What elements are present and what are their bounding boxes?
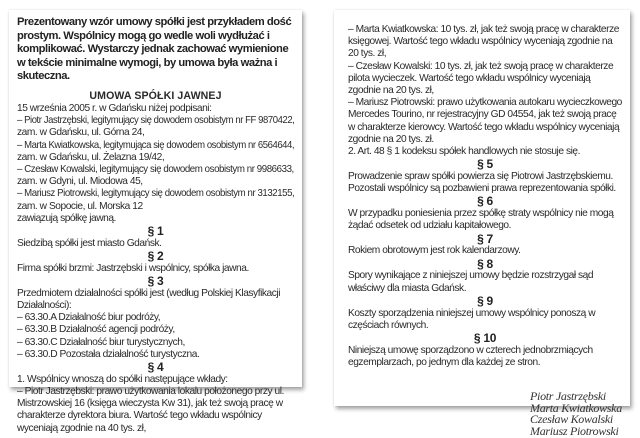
signature: Piotr Jastrzębski: [530, 389, 606, 404]
activity-item: – 63.30.D Pozostała działalność turystyczna.: [17, 348, 200, 360]
section-9-text: Koszty sporządzenia niniejszej umowy wspólnicy ponoszą w częściach równych.: [348, 307, 596, 331]
parties-list: [17, 115, 294, 213]
contribution-item: – Czesław Kowalski: 10 tys. zł, jak też swoją pracę w charakterze pilota wycieczek. Wartość tego wkładu wspólnicy wyceniają zgodnie na 20 tys. zł,: [348, 60, 614, 97]
party-line: – Piotr Jastrzębski, legitymujący się dowodem osobistym nr FF 9870422,: [17, 115, 295, 127]
signatures-block: [530, 391, 622, 437]
contribution-item: – Piotr Jastrzębski: prawo użytkowania lokalu położonego przy ul. Mistrzowskiej 16 (księga wieczysta Kw 31), jak też swoją pracę w charakterze dyrektora biura. Wartość tego wkładu wspólnicy wyceniają zgodnie na 40 tys. zł,: [17, 386, 284, 434]
section-7-heading: § 7: [477, 231, 493, 246]
section-6-text: W przypadku poniesienia przez spółkę straty wspólnicy nie mogą żądać odsetek od udziału kapitałowego.: [348, 208, 614, 232]
section-8-text: Spory wynikające z niniejszej umowy będzie rozstrzygał sąd właściwy dla miasta Gdańsk.: [348, 270, 594, 294]
section-4-intro: 1. Wspólnicy wnoszą do spółki następujące wkłady:: [17, 373, 228, 385]
party-line: – Marta Kwiatkowska, legitymująca się dowodem osobistym nr 6564644,: [17, 139, 295, 151]
activity-item: – 63.30.A Działalność biur podróży,: [17, 312, 161, 324]
section-10-heading: § 10: [473, 331, 497, 346]
activity-list: [17, 312, 294, 361]
contribution-item: – Mariusz Piotrowski: prawo użytkowania autokaru wycieczkowego Mercedes Tourino, nr rejestracyjny GD 04554, jak też swoją pracę w charakterze kierowcy. Wartość tego wkładu wspólnicy wyceniają zgodnie na 20 tys. zł.: [348, 97, 622, 145]
party-address: zam. w Gdyni, ul. Miodowa 45,: [17, 176, 143, 188]
contract-page-right: [334, 10, 630, 438]
section-3-heading: § 3: [147, 274, 164, 288]
section-3-text: Przedmiotem działalności spółki jest (według Polskiej Klasyfikacji Działalności):: [17, 287, 281, 311]
party-line: – Czesław Kowalski, legitymujący się dowodem osobistym nr 9986633,: [17, 163, 294, 175]
section-5-heading: § 5: [477, 157, 493, 172]
contribution-item: – Marta Kwiatkowska: 10 tys. zł, jak też swoją pracę w charakterze księgowej. Wartość tego wkładu wspólnicy wyceniają zgodnie na 20 tys. zł,: [348, 24, 619, 60]
party-address: zam. w Gdańsku, ul. Górna 24,: [17, 127, 145, 139]
section-4-point-2: 2. Art. 48 § 1 kodeksu spółek handlowych nie stosuje się.: [348, 146, 581, 158]
section-2-heading: § 2: [147, 249, 164, 263]
signature: Mariusz Piotrowski: [530, 424, 619, 438]
section-6-heading: § 6: [477, 194, 493, 209]
section-9-heading: § 9: [477, 293, 493, 308]
activity-item: – 63.30.C Działalność biur turystycznych,: [17, 336, 185, 348]
party-address: zam. w Gdańsku, ul. Żelazna 19/42,: [17, 151, 165, 163]
closing-line: zawiązują spółkę jawną.: [17, 212, 116, 224]
opening-line: 15 września 2005 r. w Gdańsku niżej podpisani:: [17, 102, 212, 114]
section-4-heading: § 4: [147, 360, 164, 375]
contract-page-left: [9, 10, 302, 434]
section-1-text: Siedzibą spółki jest miasto Gdańsk.: [17, 237, 162, 249]
section-5-text: Prowadzenie spraw spółki powierza się Piotrowi Jastrzębskiemu. Pozostali wspólnicy są pozbawieni prawa reprezentowania spółki.: [348, 171, 616, 195]
signature: Czesław Kowalski: [530, 412, 613, 427]
signature: Marta Kwiatkowska: [530, 400, 622, 415]
party-address: zam. w Sopocie, ul. Morska 12: [17, 200, 143, 212]
intro-note: Prezentowany wzór umowy spółki jest przykładem dość prostym. Wspólnicy mogą go wedle woli wydłużać i komplikować. Wystarczy jednak zachować wymienione w tekście minimalne wymogi, by umowa była ważna i skuteczna.: [17, 16, 292, 83]
party-line: – Mariusz Piotrowski, legitymujący się dowodem osobistym nr 3132155,: [17, 188, 295, 200]
section-10-text: Niniejszą umowę sporządzono w czterech jednobrzmiących egzemplarzach, po jednym dla każdej ze stron.: [348, 344, 593, 369]
section-1-heading: § 1: [147, 224, 164, 238]
section-8-heading: § 8: [477, 256, 493, 271]
activity-item: – 63.30.B Działalność agencji podróży,: [17, 324, 175, 336]
contract-title: UMOWA SPÓŁKI JAWNEJ: [89, 89, 222, 102]
section-2-text: Firma spółki brzmi: Jastrzębski i wspólnicy, spółka jawna.: [17, 262, 249, 274]
section-7-text: Rokiem obrotowym jest rok kalendarzowy.: [348, 245, 521, 257]
